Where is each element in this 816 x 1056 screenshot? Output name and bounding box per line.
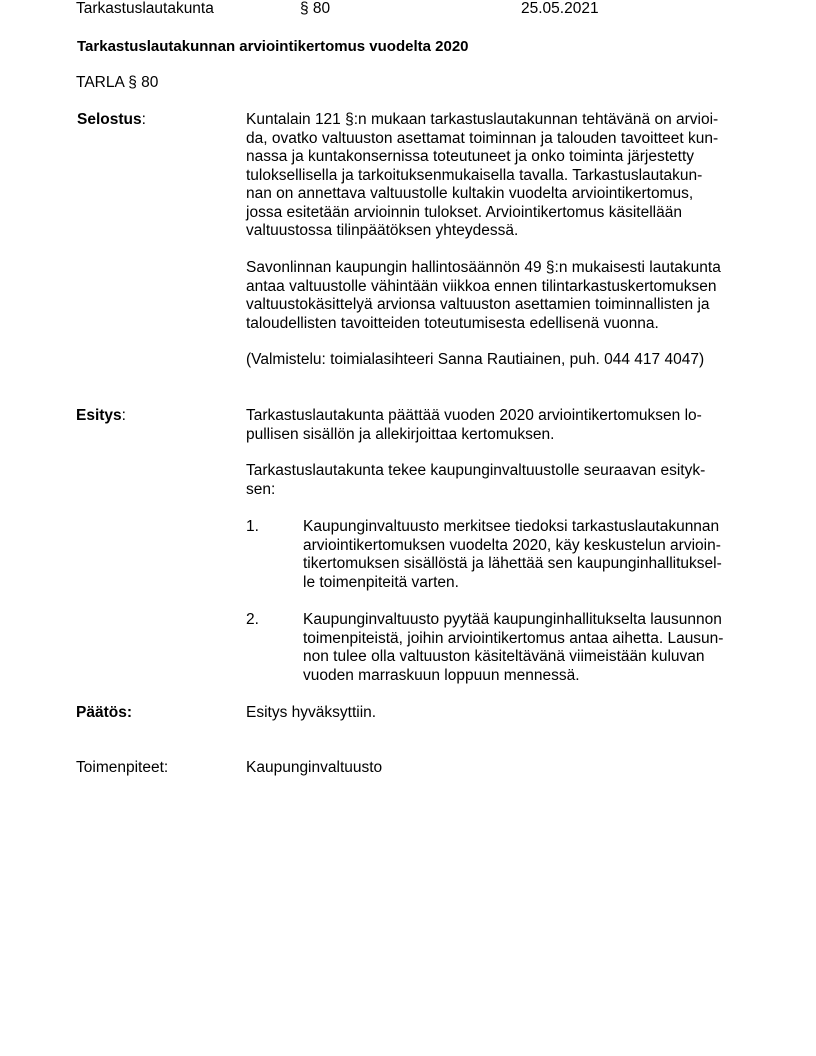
text-line: valtuustossa tilinpäätöksen yhteydessä. [246, 222, 519, 239]
selostus-paragraph-1 [246, 111, 718, 241]
header-date: 25.05.2021 [521, 0, 599, 17]
document-title: Tarkastuslautakunnan arviointikertomus vuodelta 2020 [77, 38, 469, 55]
text-line: da, ovatko valtuuston asettamat toiminnan ja talouden tavoitteet kun- [246, 129, 719, 147]
text-line: Tarkastuslautakunta päättää vuoden 2020 arviointikertomuksen lo- [246, 407, 702, 424]
toimenpiteet-text: Kaupunginvaltuusto [246, 759, 383, 776]
text-line: arviointikertomuksen vuodelta 2020, käy keskustelun arvioin- [303, 536, 721, 554]
toimenpiteet-label: Toimenpiteet: [76, 759, 169, 776]
text-line: pullisen sisällön ja allekirjoittaa kertomuksen. [246, 425, 555, 443]
esitys-paragraph-2 [246, 462, 705, 499]
text-line: toimenpiteistä, joihin arviointikertomus antaa aihetta. Lausun- [303, 629, 724, 647]
text-line: nan on annettava valtuustolle kultakin vuodelta arviointikertomus, [246, 185, 694, 202]
header-section: § 80 [300, 0, 331, 17]
text-line: sen: [246, 480, 276, 498]
text-line: taloudellisten tavoitteiden toteutumisesta edellisenä vuonna. [246, 314, 659, 332]
list-item-text [303, 518, 722, 592]
text-line: valtuustokäsittelyä arvionsa valtuuston asettamien toiminnallisten ja [246, 296, 710, 313]
header-committee: Tarkastuslautakunta [76, 0, 214, 17]
text-line: non tulee olla valtuuston käsiteltävänä viimeistään kuluvan [303, 648, 705, 665]
text-line: Kaupunginvaltuusto merkitsee tiedoksi tarkastuslautakunnan [303, 518, 720, 535]
text-line: Tarkastuslautakunta tekee kaupunginvaltuustolle seuraavan esityk- [246, 462, 706, 479]
text-line: tuloksellisella ja tarkoituksenmukaisella tavalla. Tarkastuslautakun- [246, 166, 703, 184]
preparer-note: (Valmistelu: toimialasihteeri Sanna Rautiainen, puh. 044 417 4047) [246, 351, 705, 368]
selostus-label-colon: : [141, 111, 146, 128]
list-item-number: 1. [246, 518, 259, 535]
list-item-text [303, 611, 723, 685]
paatos-label: Päätös: [76, 704, 132, 721]
text-line: Kuntalain 121 §:n mukaan tarkastuslautakunnan tehtävänä on arvioi- [246, 111, 719, 128]
text-line: jossa esitetään arvioinnin tulokset. Arviointikertomus käsitellään [246, 203, 682, 221]
text-line: le toimenpiteitä varten. [303, 573, 459, 591]
text-line: tikertomuksen sisällöstä ja lähettää sen kaupunginhallituksel- [303, 555, 722, 572]
esitys-label [76, 407, 126, 425]
selostus-label [77, 111, 146, 129]
esitys-label-text: Esitys [76, 407, 122, 424]
reference-code: TARLA § 80 [76, 74, 159, 91]
text-line: Savonlinnan kaupungin hallintosäännön 49 §:n mukaisesti lautakunta [246, 259, 721, 276]
text-line: Kaupunginvaltuusto pyytää kaupunginhallitukselta lausunnon [303, 611, 722, 628]
esitys-paragraph-1 [246, 407, 702, 444]
text-line: vuoden marraskuun loppuun mennessä. [303, 666, 580, 684]
selostus-paragraph-2 [246, 259, 721, 333]
paatos-text: Esitys hyväksyttiin. [246, 704, 377, 721]
text-line: nassa ja kuntakonsernissa toteutuneet ja onko toiminta järjestetty [246, 148, 695, 165]
text-line: antaa valtuustolle vähintään viikkoa ennen tilintarkastuskertomuksen [246, 277, 717, 295]
selostus-label-text: Selostus [77, 111, 142, 128]
esitys-label-colon: : [121, 407, 126, 424]
list-item-number: 2. [246, 611, 259, 628]
